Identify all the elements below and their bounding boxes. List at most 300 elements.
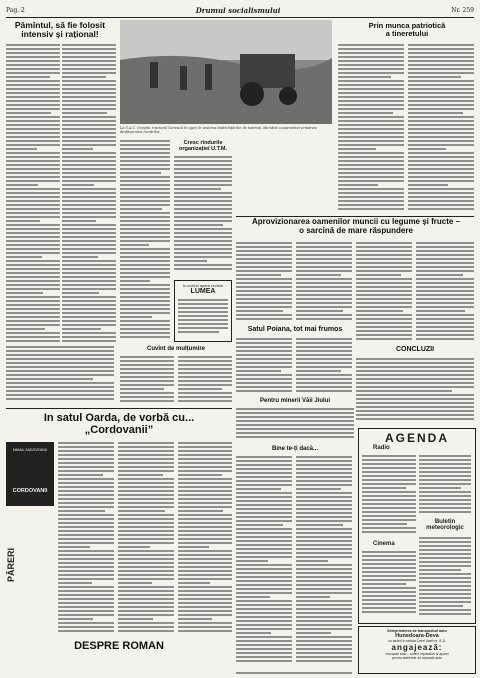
text-line xyxy=(118,610,174,612)
text-line xyxy=(408,152,474,154)
text-line xyxy=(58,570,114,572)
text-line xyxy=(6,228,60,230)
text-line xyxy=(296,568,352,570)
text-line xyxy=(296,274,341,276)
text-line xyxy=(58,566,114,568)
text-line xyxy=(362,455,416,457)
oarda-column-1 xyxy=(58,442,114,636)
text-line xyxy=(338,164,404,166)
text-line xyxy=(6,276,60,278)
text-line xyxy=(296,608,352,610)
text-line xyxy=(408,68,474,70)
text-line xyxy=(296,460,352,462)
text-line xyxy=(6,108,60,110)
text-line xyxy=(416,302,474,304)
text-line xyxy=(118,558,174,560)
text-line xyxy=(416,322,474,324)
text-line xyxy=(58,554,114,556)
text-line xyxy=(416,334,474,336)
text-line xyxy=(62,156,116,158)
text-line xyxy=(236,350,292,352)
text-line xyxy=(174,184,232,186)
text-line xyxy=(296,544,352,546)
text-line xyxy=(62,236,116,238)
text-line xyxy=(236,428,354,430)
text-line xyxy=(356,270,412,272)
text-line xyxy=(118,606,174,608)
text-line xyxy=(6,68,60,70)
text-line xyxy=(174,228,232,230)
text-line xyxy=(178,546,209,548)
text-line xyxy=(338,196,404,198)
cresc-title-line1: Cresc rîndurile xyxy=(183,140,223,146)
text-line xyxy=(356,406,474,408)
text-line xyxy=(296,456,352,458)
text-line xyxy=(118,570,174,572)
oarda-column-3 xyxy=(178,442,232,636)
text-line xyxy=(236,536,292,538)
text-line xyxy=(178,458,232,460)
agenda-cinema: Cinema xyxy=(373,541,395,547)
text-line xyxy=(236,302,292,304)
text-line xyxy=(120,152,170,154)
text-line xyxy=(356,382,474,384)
text-line xyxy=(419,605,463,607)
text-line xyxy=(62,288,116,290)
text-line xyxy=(118,590,174,592)
tractor-photo xyxy=(120,20,332,124)
text-line xyxy=(120,168,170,170)
text-line xyxy=(6,340,60,342)
text-line xyxy=(408,184,448,186)
text-line xyxy=(6,132,60,134)
text-line xyxy=(408,136,474,138)
text-line xyxy=(236,532,292,534)
text-line xyxy=(178,514,232,516)
munca-headline xyxy=(338,22,476,39)
text-line xyxy=(178,303,228,305)
text-line xyxy=(296,362,352,364)
text-line xyxy=(6,100,60,102)
text-line xyxy=(296,298,352,300)
text-line xyxy=(6,264,60,266)
text-line xyxy=(408,60,474,62)
text-line xyxy=(419,483,471,485)
text-line xyxy=(338,72,404,74)
text-line xyxy=(338,128,404,130)
munca-title-line2: a tineretului xyxy=(385,29,429,39)
text-line xyxy=(120,384,174,386)
text-line xyxy=(6,336,60,338)
text-line xyxy=(236,660,292,662)
minerii-text xyxy=(236,408,354,440)
text-line xyxy=(236,672,352,674)
cuvinte-column-1 xyxy=(120,356,174,404)
text-line xyxy=(416,262,474,264)
text-line xyxy=(120,356,174,358)
text-line xyxy=(178,522,232,524)
text-line xyxy=(296,624,352,626)
text-line xyxy=(62,312,116,314)
page-label: Pag. 2 xyxy=(6,6,25,14)
text-line xyxy=(296,342,352,344)
text-line xyxy=(118,630,174,632)
text-line xyxy=(236,540,292,542)
text-line xyxy=(120,276,170,278)
text-line xyxy=(6,292,43,294)
text-line xyxy=(338,112,393,114)
text-line xyxy=(362,563,416,565)
text-line xyxy=(408,204,474,206)
text-line xyxy=(118,586,174,588)
text-line xyxy=(236,504,292,506)
text-line xyxy=(58,622,114,624)
text-line xyxy=(236,544,292,546)
text-line xyxy=(356,334,412,336)
text-line xyxy=(62,168,116,170)
text-line xyxy=(338,160,404,162)
aprovizionarea-column-4 xyxy=(416,242,474,342)
text-line xyxy=(58,478,114,480)
text-line xyxy=(118,566,174,568)
text-line xyxy=(236,314,292,316)
text-line xyxy=(178,590,232,592)
text-line xyxy=(120,332,170,334)
text-line xyxy=(338,108,404,110)
text-line xyxy=(62,112,107,114)
text-line xyxy=(174,232,232,234)
text-line xyxy=(120,148,170,150)
text-line xyxy=(120,248,170,250)
text-line xyxy=(236,512,292,514)
text-line xyxy=(296,314,352,316)
text-line xyxy=(356,338,412,340)
text-line xyxy=(6,48,60,50)
text-line xyxy=(236,480,292,482)
text-line xyxy=(62,196,116,198)
text-line xyxy=(62,284,116,286)
text-line xyxy=(62,228,116,230)
text-line xyxy=(236,286,292,288)
text-line xyxy=(362,475,416,477)
text-line xyxy=(236,378,292,380)
text-line xyxy=(178,442,232,444)
text-line xyxy=(120,368,174,370)
text-line xyxy=(356,314,412,316)
text-line xyxy=(362,479,416,481)
text-line xyxy=(6,196,60,198)
lumea-text xyxy=(178,299,228,337)
text-line xyxy=(174,240,232,242)
text-line xyxy=(178,558,232,560)
advert-line2: Hunedoara-Deva xyxy=(395,633,439,639)
text-line xyxy=(236,496,292,498)
text-line xyxy=(356,326,412,328)
concluzii-headline: CONCLUZII xyxy=(395,346,435,353)
advert-line3: cu sediul în strada Ceeri Vasili nr. 8-11 xyxy=(388,639,446,643)
text-line xyxy=(416,246,474,248)
text-line xyxy=(62,92,116,94)
text-line xyxy=(416,318,474,320)
text-line xyxy=(236,556,292,558)
text-line xyxy=(178,494,232,496)
text-line xyxy=(58,602,114,604)
text-line xyxy=(118,546,150,548)
text-line xyxy=(236,346,292,348)
text-line xyxy=(408,180,474,182)
text-line xyxy=(58,490,114,492)
text-line xyxy=(6,120,60,122)
text-line xyxy=(174,176,232,178)
text-line xyxy=(408,196,474,198)
text-line xyxy=(236,612,292,614)
text-line xyxy=(6,168,60,170)
text-line xyxy=(419,545,471,547)
text-line xyxy=(120,308,170,310)
text-line xyxy=(120,400,174,402)
text-line xyxy=(296,468,352,470)
text-line xyxy=(174,220,232,222)
text-line xyxy=(408,176,474,178)
text-line xyxy=(62,192,116,194)
text-line xyxy=(296,596,330,598)
text-line xyxy=(236,592,292,594)
text-line xyxy=(118,602,174,604)
text-line xyxy=(120,140,170,142)
text-line xyxy=(416,290,474,292)
text-line xyxy=(236,520,292,522)
text-line xyxy=(236,528,292,530)
text-line xyxy=(6,96,60,98)
text-line xyxy=(120,300,170,302)
text-line xyxy=(419,537,471,539)
text-line xyxy=(236,656,292,658)
text-line xyxy=(120,228,170,230)
text-line xyxy=(362,531,416,533)
text-line xyxy=(408,56,474,58)
text-line xyxy=(6,390,114,392)
text-line xyxy=(296,604,352,606)
advert-line6: pentru atelierele de reparații auto xyxy=(392,656,442,660)
text-line xyxy=(296,636,352,638)
text-line xyxy=(296,374,352,376)
text-line xyxy=(62,116,116,118)
text-line xyxy=(178,388,222,390)
text-line xyxy=(408,52,474,54)
text-line xyxy=(296,338,352,340)
text-line xyxy=(178,490,232,492)
text-line xyxy=(419,455,471,457)
text-line xyxy=(62,208,116,210)
text-line xyxy=(362,523,407,525)
text-line xyxy=(408,124,474,126)
text-line xyxy=(236,600,292,602)
text-line xyxy=(178,462,232,464)
text-line xyxy=(58,486,114,488)
text-line xyxy=(120,388,164,390)
bine-column-2 xyxy=(296,456,352,666)
text-line xyxy=(118,486,174,488)
text-line xyxy=(296,556,352,558)
text-line xyxy=(419,613,471,615)
lumea-name: LUMEA xyxy=(190,288,216,295)
text-line xyxy=(6,350,114,352)
text-line xyxy=(296,358,352,360)
text-line xyxy=(236,342,292,344)
text-line xyxy=(356,282,412,284)
cresc-title-line2: organizației U.T.M. xyxy=(179,146,227,152)
text-line xyxy=(120,232,170,234)
text-line xyxy=(174,224,223,226)
minerii-headline: Pentru minerii Văii Jiului xyxy=(259,398,331,404)
text-line xyxy=(178,384,232,386)
aprovizionarea-top-rule xyxy=(236,216,474,217)
text-line xyxy=(356,358,474,360)
text-line xyxy=(338,148,376,150)
text-line xyxy=(356,414,474,416)
text-line xyxy=(236,310,283,312)
text-line xyxy=(118,442,174,444)
text-line xyxy=(362,471,416,473)
text-line xyxy=(236,596,270,598)
text-line xyxy=(362,587,416,589)
text-line xyxy=(178,319,228,321)
text-line xyxy=(120,264,170,266)
text-line xyxy=(58,522,114,524)
text-line xyxy=(419,581,471,583)
photo-illustration xyxy=(120,20,332,124)
bine-headline: Bine te-ți dacă... xyxy=(271,446,318,452)
text-line xyxy=(416,330,474,332)
text-line xyxy=(362,503,416,505)
text-line xyxy=(58,510,105,512)
text-line xyxy=(62,216,116,218)
text-line xyxy=(62,252,116,254)
text-line xyxy=(296,612,352,614)
text-line xyxy=(120,252,170,254)
text-line xyxy=(356,322,412,324)
text-line xyxy=(178,518,232,520)
text-line xyxy=(118,574,174,576)
text-line xyxy=(296,286,352,288)
text-line xyxy=(296,390,352,392)
text-line xyxy=(178,510,223,512)
text-line xyxy=(178,368,232,370)
text-line xyxy=(296,294,352,296)
text-line xyxy=(296,564,352,566)
text-line xyxy=(118,622,174,624)
oarda-column-2 xyxy=(118,442,174,636)
text-line xyxy=(62,292,99,294)
text-line xyxy=(58,526,114,528)
advert-line5: mecanici auto – șoferi, reparatori și ajutori xyxy=(385,652,449,656)
text-line xyxy=(120,364,174,366)
text-line xyxy=(338,104,404,106)
aprovizionarea-headline xyxy=(236,218,476,236)
text-line xyxy=(6,312,60,314)
text-line xyxy=(338,48,404,50)
text-line xyxy=(120,180,170,182)
text-line xyxy=(62,48,116,50)
text-line xyxy=(408,120,474,122)
text-line xyxy=(120,236,170,238)
text-line xyxy=(178,474,222,476)
text-line xyxy=(118,494,174,496)
text-line xyxy=(419,557,471,559)
text-line xyxy=(62,324,116,326)
text-line xyxy=(356,258,412,260)
text-line xyxy=(236,560,268,562)
text-line xyxy=(356,402,474,404)
text-line xyxy=(178,331,219,333)
text-line xyxy=(6,244,60,246)
text-line xyxy=(236,484,292,486)
text-line xyxy=(178,554,232,556)
text-line xyxy=(118,498,174,500)
text-line xyxy=(178,450,232,452)
text-line xyxy=(296,528,352,530)
text-line xyxy=(58,578,114,580)
text-line xyxy=(62,188,116,190)
text-line xyxy=(236,258,292,260)
text-line xyxy=(62,200,116,202)
text-line xyxy=(178,307,228,309)
text-line xyxy=(62,260,116,262)
text-line xyxy=(118,522,174,524)
text-line xyxy=(296,464,352,466)
text-line xyxy=(362,495,416,497)
text-line xyxy=(120,192,170,194)
text-line xyxy=(58,482,114,484)
text-line xyxy=(178,372,232,374)
text-line xyxy=(58,466,114,468)
text-line xyxy=(236,294,292,296)
text-line xyxy=(6,104,60,106)
text-line xyxy=(58,614,114,616)
buletin-headline xyxy=(419,519,471,531)
text-line xyxy=(58,574,114,576)
text-line xyxy=(178,446,232,448)
text-line xyxy=(416,266,474,268)
text-line xyxy=(120,288,170,290)
buletin-text xyxy=(419,537,471,617)
pamantul-title-line2: intensiv și rațional! xyxy=(21,29,99,40)
text-line xyxy=(118,554,174,556)
text-line xyxy=(62,300,116,302)
text-line xyxy=(62,244,116,246)
oarda-top-rule xyxy=(6,408,232,409)
text-line xyxy=(362,491,416,493)
text-line xyxy=(362,559,416,561)
text-line xyxy=(6,386,114,388)
text-line xyxy=(58,590,114,592)
agenda-right-text xyxy=(419,455,471,515)
text-line xyxy=(120,240,170,242)
text-line xyxy=(62,316,116,318)
pamantul-column-2 xyxy=(62,44,116,344)
text-line xyxy=(236,508,292,510)
text-line xyxy=(62,172,116,174)
text-line xyxy=(296,318,352,320)
text-line xyxy=(58,610,114,612)
text-line xyxy=(118,458,174,460)
text-line xyxy=(296,520,352,522)
text-line xyxy=(236,420,354,422)
text-line xyxy=(296,488,341,490)
text-line xyxy=(419,463,471,465)
buletin-line1: Buletin xyxy=(434,519,456,525)
text-line xyxy=(62,340,116,342)
